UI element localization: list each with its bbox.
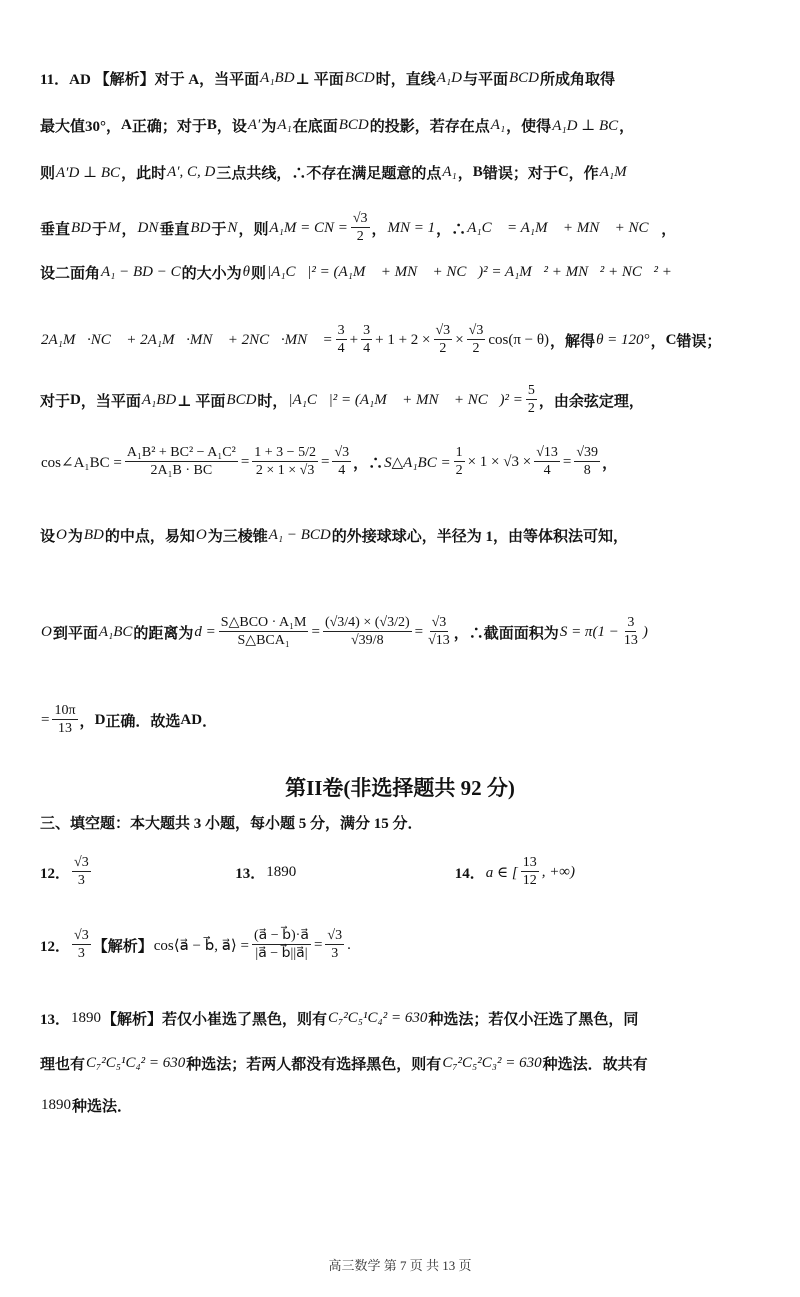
numerator: 3 xyxy=(336,322,347,341)
bold-text: 12． xyxy=(40,865,71,882)
denominator: 3 xyxy=(77,946,85,962)
section-heading: 第II卷(非选择题共 92 分) xyxy=(285,776,515,800)
text: 为三棱锥 xyxy=(207,528,268,545)
text: 的中点，易知 xyxy=(104,528,195,545)
math-expression: A₁ xyxy=(490,116,506,133)
text: 时， xyxy=(257,393,288,410)
math-expression: S = π(1 − xyxy=(559,623,619,640)
text: 于 xyxy=(92,221,108,238)
denominator: |a⃗ − b⃗||a⃗| xyxy=(255,946,308,962)
numerator: A₁B² + BC² − A₁C² xyxy=(125,444,238,463)
math-expression: cos⟨a⃗ − b⃗, a⃗⟩ = xyxy=(153,937,249,954)
bold-text: AD xyxy=(180,711,203,728)
math-expression: A₁ − BD − C xyxy=(101,263,181,280)
math-expression: A₁ xyxy=(277,116,292,133)
math-expression: A₁M = CN = xyxy=(269,219,348,236)
text: ， xyxy=(79,713,95,730)
fraction xyxy=(534,444,560,481)
math-expression: |A₁C⃗|² = (A₁M⃗ + MN⃗ + NC⃗)² = xyxy=(288,391,523,408)
text: ， xyxy=(457,165,473,182)
bold-text: D xyxy=(70,391,81,408)
math-expression: A′, C, D xyxy=(167,163,216,180)
fraction xyxy=(252,444,318,481)
text: 垂直 xyxy=(40,221,71,238)
numerator: √13 xyxy=(534,444,560,463)
text: ， xyxy=(619,118,635,135)
text: ，则 xyxy=(238,221,269,238)
math-expression: cos∠A₁BC = xyxy=(41,454,122,471)
numerator: 1 xyxy=(454,444,465,463)
math-expression: O xyxy=(195,526,207,543)
bold-text: 【解析】 xyxy=(102,1011,163,1028)
numerator: √3 xyxy=(430,614,449,633)
math-expression: A₁ − BCD xyxy=(268,526,331,543)
text: ， xyxy=(661,221,677,238)
text: 种选法．故共有 xyxy=(542,1056,648,1073)
text: 为 xyxy=(261,118,277,135)
numerator: √3 xyxy=(434,322,453,341)
numerator: (a⃗ − b⃗)·a⃗ xyxy=(252,927,311,946)
math-expression: M xyxy=(108,219,121,236)
text: ⊥ 平面 xyxy=(295,71,344,88)
bold-text: C xyxy=(665,331,677,348)
math-expression: A₁BD xyxy=(260,69,295,86)
text: 则 xyxy=(40,165,56,182)
math-expression: , +∞) xyxy=(541,863,575,880)
fraction xyxy=(72,854,91,891)
denominator: 4 xyxy=(543,463,551,479)
numerator: √3 xyxy=(351,210,370,229)
text: 最大值30°， xyxy=(40,118,121,135)
fraction xyxy=(622,614,640,651)
math-expression: N xyxy=(227,219,238,236)
math-expression: S△A₁BC = xyxy=(384,454,451,471)
fraction xyxy=(351,210,370,247)
fraction xyxy=(336,322,347,359)
numerator: 10π xyxy=(52,702,77,721)
denominator: 4 xyxy=(338,463,346,479)
text: ． xyxy=(202,713,218,730)
numerator: 1 + 3 − 5/2 xyxy=(252,444,318,463)
text xyxy=(93,864,236,881)
math-expression: A₁D xyxy=(436,69,462,86)
math-expression: = xyxy=(311,623,320,640)
text: 对于 xyxy=(40,393,71,410)
text: ， xyxy=(371,221,387,238)
denominator: 4 xyxy=(337,341,345,357)
math-expression: . xyxy=(347,936,351,953)
math-expression: d = xyxy=(194,623,216,640)
bold-text: 12． xyxy=(40,938,71,955)
numerator: √3 xyxy=(72,854,91,873)
math-expression: cos(π − θ) xyxy=(488,331,550,348)
math-expression: × xyxy=(455,331,464,348)
bold-text: C xyxy=(557,163,569,180)
math-expression: BCD xyxy=(508,69,539,86)
math-expression: = xyxy=(240,453,250,470)
text: 则 xyxy=(251,265,267,282)
text: ，∴截面面积为 xyxy=(453,625,559,642)
denominator: 13 xyxy=(58,721,72,737)
text: 的投影，若存在点 xyxy=(369,118,490,135)
text: 垂直 xyxy=(159,221,190,238)
denominator: 2A₁B · BC xyxy=(150,463,213,479)
text: 正确；对于 xyxy=(131,118,207,135)
math-expression: BCD xyxy=(226,391,257,408)
math-expression: × 1 × √3 × xyxy=(467,453,532,470)
denominator: 2 xyxy=(356,229,364,245)
text: ， xyxy=(650,333,666,350)
denominator: 3 xyxy=(77,873,85,889)
math-expression: = xyxy=(562,453,572,470)
text: ，解得 xyxy=(550,333,596,350)
math-expression: A′D ⊥ BC xyxy=(56,164,121,181)
text: ，当平面 xyxy=(80,393,141,410)
text: 若仅小崔选了黑色，则有 xyxy=(162,1011,328,1028)
math-expression: A₁BC xyxy=(98,623,133,640)
math-expression: MN = 1 xyxy=(387,219,436,236)
math-expression: A₁C⃗ = A₁M⃗ + MN⃗ + NC⃗ xyxy=(467,219,661,236)
math-expression: 2A₁M⃗·NC⃗ + 2A₁M⃗·MN⃗ + 2NC⃗·MN⃗ = xyxy=(41,331,333,348)
bold-text: D xyxy=(94,711,106,728)
text: ，设 xyxy=(216,118,247,135)
numerator: 3 xyxy=(361,322,372,341)
text: 设 xyxy=(40,528,56,545)
denominator: 3 xyxy=(331,946,339,962)
bold-text: 13． xyxy=(235,865,266,882)
fraction xyxy=(323,614,412,651)
math-expression: + xyxy=(349,331,359,348)
bold-text: 【解析】 xyxy=(92,938,153,955)
math-expression: C₇²C₅¹C₄² = 630 xyxy=(328,1009,428,1026)
bold-text: 11．AD 【解析】对于 A，当平面 xyxy=(40,71,260,88)
fraction xyxy=(426,614,452,651)
numerator: √3 xyxy=(72,927,91,946)
text: ⊥ 平面 xyxy=(177,393,226,410)
text: 种选法． xyxy=(72,1098,133,1115)
fraction xyxy=(361,322,372,359)
math-expression: 1890 xyxy=(41,1096,71,1113)
denominator: √39/8 xyxy=(351,633,384,649)
math-expression: BD xyxy=(190,219,211,236)
denominator: S△BCA₁ xyxy=(237,633,290,649)
math-expression: θ = 120° xyxy=(596,331,650,348)
text: 所成角取得 xyxy=(539,71,615,88)
text: ，∴ xyxy=(353,455,384,472)
fraction xyxy=(72,927,91,964)
text: ，∴ xyxy=(436,221,467,238)
fraction xyxy=(434,322,453,359)
numerator: √3 xyxy=(325,927,344,946)
math-expression: BCD xyxy=(338,116,369,133)
math-expression: = xyxy=(313,936,323,953)
math-expression: θ xyxy=(242,263,251,280)
math-expression: = xyxy=(41,711,50,728)
numerator: 3 xyxy=(625,614,636,633)
math-expression: ) xyxy=(642,623,648,640)
text: 种选法；若仅小汪选了黑色，同 xyxy=(428,1011,639,1028)
text: 三点共线，∴不存在满足题意的点 xyxy=(216,165,442,182)
fraction xyxy=(252,927,311,964)
numerator: √3 xyxy=(467,322,486,341)
fraction xyxy=(52,702,77,739)
text: 理也有 xyxy=(40,1056,86,1073)
text: 错误； xyxy=(676,333,722,350)
text: ， xyxy=(602,455,618,472)
text: 三、填空题：本大题共 3 小题，每小题 5 分，满分 15 分． xyxy=(40,815,423,832)
math-expression: = xyxy=(320,453,330,470)
text: 种选法；若两人都没有选择黑色，则有 xyxy=(186,1056,442,1073)
math-expression: A₁BD xyxy=(141,391,177,408)
denominator: √13 xyxy=(428,633,450,649)
numerator: √3 xyxy=(332,444,351,463)
bold-text: B xyxy=(472,163,483,180)
text: 的外接球球心，半径为 1，由等体积法可知， xyxy=(331,528,629,545)
text: 正确．故选 xyxy=(105,713,181,730)
math-expression: A₁D ⊥ BC xyxy=(552,117,619,134)
denominator: 2 xyxy=(527,401,535,417)
numerator: (√3/4) × (√3/2) xyxy=(323,614,412,633)
fraction xyxy=(454,444,465,481)
fraction xyxy=(125,444,238,481)
denominator: 13 xyxy=(623,633,638,649)
math-expression: C₇²C₅¹C₄² = 630 xyxy=(86,1054,186,1071)
bold-text: 13． xyxy=(40,1011,71,1028)
fraction xyxy=(332,444,351,481)
math-expression: A′ xyxy=(247,116,261,133)
numerator: 13 xyxy=(521,854,539,873)
text: 为 xyxy=(67,528,83,545)
text: ，作 xyxy=(568,165,599,182)
fraction xyxy=(219,614,309,651)
denominator: 2 xyxy=(439,341,447,357)
math-expression: O xyxy=(41,623,52,640)
text: 在底面 xyxy=(292,118,338,135)
bold-text: A xyxy=(121,116,132,133)
denominator: 2 xyxy=(455,463,463,479)
math-expression: DN xyxy=(137,219,159,236)
page-footer: 高三数学 第 7 页 共 13 页 xyxy=(328,1258,472,1273)
numerator: S△BCO · A₁M xyxy=(219,614,309,633)
fraction xyxy=(467,322,486,359)
math-expression: A₁M xyxy=(599,163,627,180)
text: 的距离为 xyxy=(133,625,194,642)
text: ，使得 xyxy=(506,118,552,135)
denominator: 12 xyxy=(522,873,537,889)
denominator: 2 × 1 × √3 xyxy=(255,463,315,479)
text: 时，直线 xyxy=(375,71,436,88)
math-expression: + 1 + 2 × xyxy=(375,331,431,348)
text: 于 xyxy=(211,221,227,238)
math-expression: a ∈ [ xyxy=(485,864,518,881)
text: 到平面 xyxy=(52,625,98,642)
math-expression: O xyxy=(56,526,67,543)
fraction xyxy=(526,382,537,419)
numerator: 5 xyxy=(526,382,537,401)
math-expression: C₇²C₅²C₃² = 630 xyxy=(442,1054,542,1071)
math-expression: BD xyxy=(71,219,92,236)
bold-text: B xyxy=(206,116,217,133)
text: 设二面角 xyxy=(40,265,101,282)
text: 错误；对于 xyxy=(482,165,558,182)
text: ，由余弦定理， xyxy=(538,393,644,410)
math-expression: A₁ xyxy=(442,163,457,180)
math-expression: 1890 xyxy=(71,1009,102,1026)
math-expression: 1890 xyxy=(266,863,297,880)
math-expression: |A₁C⃗|² = (A₁M⃗ + MN⃗ + NC⃗)² = A₁M⃗² + MN⃗² + NC⃗² + xyxy=(267,263,672,280)
denominator: 8 xyxy=(583,463,591,479)
math-expression: BD xyxy=(83,526,104,543)
text: 的大小为 xyxy=(181,265,242,282)
fraction xyxy=(521,854,539,891)
fraction xyxy=(325,927,344,964)
numerator: √39 xyxy=(574,444,600,463)
math-expression: BCD xyxy=(344,69,375,86)
text xyxy=(297,864,455,881)
text: ，此时 xyxy=(121,165,167,182)
fraction xyxy=(574,444,600,481)
text: 与平面 xyxy=(462,71,508,88)
bold-text: 14． xyxy=(454,865,485,882)
text: ， xyxy=(121,221,137,238)
math-expression: = xyxy=(414,623,424,640)
denominator: 4 xyxy=(363,341,371,357)
denominator: 2 xyxy=(472,341,480,357)
